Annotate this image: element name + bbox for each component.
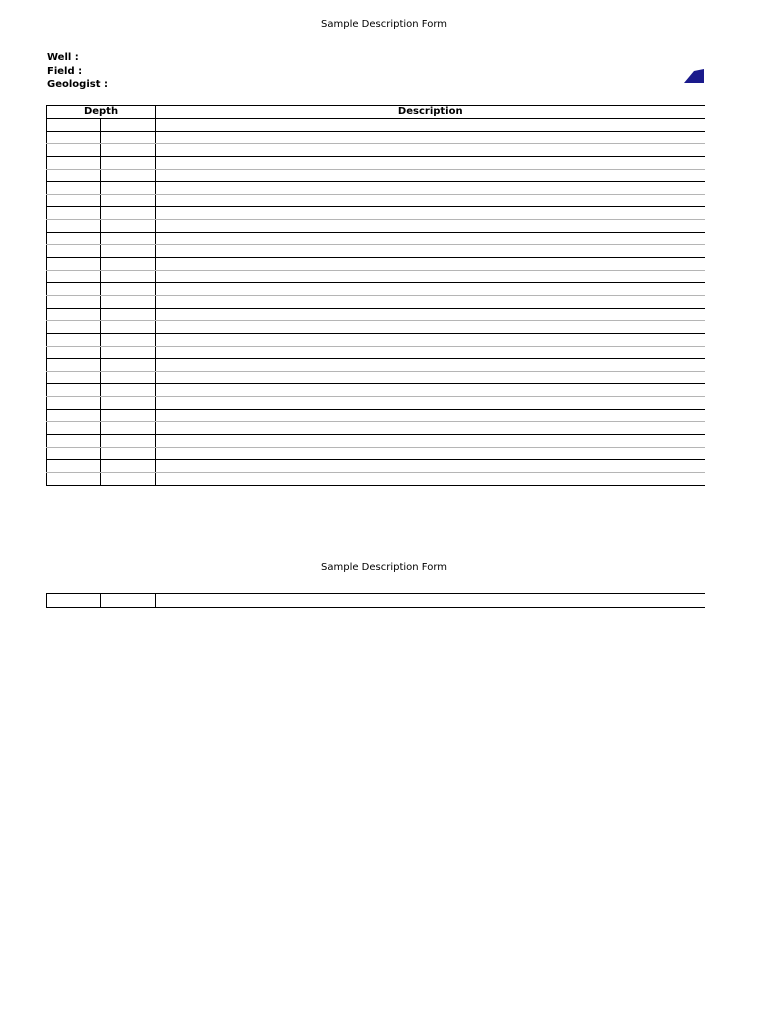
depth-from-cell[interactable] bbox=[47, 295, 101, 308]
description-cell[interactable] bbox=[156, 169, 705, 182]
depth-from-cell[interactable] bbox=[47, 472, 101, 485]
depth-from-cell[interactable] bbox=[47, 182, 101, 195]
table-row bbox=[47, 594, 705, 608]
table-row bbox=[47, 207, 705, 220]
description-cell[interactable] bbox=[156, 460, 705, 473]
depth-to-cell[interactable] bbox=[101, 207, 156, 220]
description-cell[interactable] bbox=[156, 245, 705, 258]
depth-to-cell[interactable] bbox=[101, 232, 156, 245]
depth-to-cell[interactable] bbox=[101, 460, 156, 473]
description-cell[interactable] bbox=[156, 270, 705, 283]
depth-to-cell[interactable] bbox=[101, 321, 156, 334]
table-row bbox=[47, 460, 705, 473]
depth-to-cell[interactable] bbox=[101, 283, 156, 296]
depth-from-cell[interactable] bbox=[47, 321, 101, 334]
table-row bbox=[47, 333, 705, 346]
depth-to-cell[interactable] bbox=[101, 295, 156, 308]
depth-from-cell[interactable] bbox=[47, 131, 101, 144]
depth-from-cell[interactable] bbox=[47, 333, 101, 346]
depth-from-cell[interactable] bbox=[47, 384, 101, 397]
description-cell[interactable] bbox=[156, 594, 705, 608]
depth-from-cell[interactable] bbox=[47, 409, 101, 422]
depth-from-cell[interactable] bbox=[47, 397, 101, 410]
depth-to-cell[interactable] bbox=[101, 409, 156, 422]
depth-to-cell[interactable] bbox=[101, 131, 156, 144]
sample-description-table-2 bbox=[46, 593, 705, 608]
field-label: Field : bbox=[47, 65, 83, 77]
table-row bbox=[47, 270, 705, 283]
description-cell[interactable] bbox=[156, 258, 705, 271]
depth-to-cell[interactable] bbox=[101, 220, 156, 233]
description-cell[interactable] bbox=[156, 182, 705, 195]
table-row bbox=[47, 346, 705, 359]
description-cell[interactable] bbox=[156, 422, 705, 435]
depth-to-cell[interactable] bbox=[101, 346, 156, 359]
table-row bbox=[47, 232, 705, 245]
depth-from-cell[interactable] bbox=[47, 258, 101, 271]
table-row bbox=[47, 321, 705, 334]
depth-to-cell[interactable] bbox=[101, 447, 156, 460]
depth-to-cell[interactable] bbox=[101, 182, 156, 195]
description-cell[interactable] bbox=[156, 447, 705, 460]
depth-from-cell[interactable] bbox=[47, 359, 101, 372]
table-row bbox=[47, 422, 705, 435]
depth-to-cell[interactable] bbox=[101, 245, 156, 258]
description-cell[interactable] bbox=[156, 119, 705, 132]
depth-to-cell[interactable] bbox=[101, 194, 156, 207]
description-cell[interactable] bbox=[156, 384, 705, 397]
table-row bbox=[47, 409, 705, 422]
page-title: Sample Description Form bbox=[321, 19, 447, 30]
depth-to-cell[interactable] bbox=[101, 472, 156, 485]
description-cell[interactable] bbox=[156, 295, 705, 308]
description-cell[interactable] bbox=[156, 194, 705, 207]
depth-to-cell[interactable] bbox=[101, 359, 156, 372]
company-logo-icon bbox=[680, 51, 704, 85]
table-row bbox=[47, 144, 705, 157]
depth-to-cell[interactable] bbox=[101, 594, 156, 608]
depth-to-cell[interactable] bbox=[101, 119, 156, 132]
depth-from-cell[interactable] bbox=[47, 346, 101, 359]
description-cell[interactable] bbox=[156, 333, 705, 346]
table-row bbox=[47, 258, 705, 271]
depth-to-cell[interactable] bbox=[101, 333, 156, 346]
depth-from-cell[interactable] bbox=[47, 156, 101, 169]
depth-from-cell[interactable] bbox=[47, 460, 101, 473]
description-cell[interactable] bbox=[156, 156, 705, 169]
depth-column-header: Depth bbox=[47, 106, 156, 119]
table-body bbox=[47, 119, 705, 486]
table-row bbox=[47, 447, 705, 460]
depth-from-cell[interactable] bbox=[47, 144, 101, 157]
depth-to-cell[interactable] bbox=[101, 384, 156, 397]
description-cell[interactable] bbox=[156, 371, 705, 384]
depth-from-cell[interactable] bbox=[47, 119, 101, 132]
form-header-fields bbox=[47, 51, 108, 92]
depth-to-cell[interactable] bbox=[101, 156, 156, 169]
depth-to-cell[interactable] bbox=[101, 435, 156, 448]
depth-from-cell[interactable] bbox=[47, 220, 101, 233]
geologist-label: Geologist : bbox=[47, 79, 108, 90]
well-label: Well : bbox=[47, 52, 79, 63]
description-cell[interactable] bbox=[156, 409, 705, 422]
table-row bbox=[47, 194, 705, 207]
description-cell[interactable] bbox=[156, 397, 705, 410]
page-title-2: Sample Description Form bbox=[321, 562, 447, 573]
table-row bbox=[47, 384, 705, 397]
depth-from-cell[interactable] bbox=[47, 232, 101, 245]
description-cell[interactable] bbox=[156, 220, 705, 233]
description-cell[interactable] bbox=[156, 346, 705, 359]
table-header-row bbox=[47, 106, 705, 119]
depth-to-cell[interactable] bbox=[101, 258, 156, 271]
depth-from-cell[interactable] bbox=[47, 169, 101, 182]
depth-to-cell[interactable] bbox=[101, 144, 156, 157]
depth-from-cell[interactable] bbox=[47, 283, 101, 296]
table-row bbox=[47, 472, 705, 485]
depth-from-cell[interactable] bbox=[47, 194, 101, 207]
depth-from-cell[interactable] bbox=[47, 435, 101, 448]
table-row bbox=[47, 182, 705, 195]
depth-from-cell[interactable] bbox=[47, 594, 101, 608]
table-row bbox=[47, 169, 705, 182]
description-cell[interactable] bbox=[156, 283, 705, 296]
table-row bbox=[47, 435, 705, 448]
table-row bbox=[47, 397, 705, 410]
table-row bbox=[47, 308, 705, 321]
table-row bbox=[47, 220, 705, 233]
depth-to-cell[interactable] bbox=[101, 169, 156, 182]
depth-from-cell[interactable] bbox=[47, 207, 101, 220]
depth-from-cell[interactable] bbox=[47, 371, 101, 384]
depth-from-cell[interactable] bbox=[47, 422, 101, 435]
table-row bbox=[47, 131, 705, 144]
depth-to-cell[interactable] bbox=[101, 422, 156, 435]
description-cell[interactable] bbox=[156, 207, 705, 220]
description-cell[interactable] bbox=[156, 472, 705, 485]
table-row bbox=[47, 359, 705, 372]
description-cell[interactable] bbox=[156, 359, 705, 372]
description-column-header: Description bbox=[156, 106, 705, 119]
depth-from-cell[interactable] bbox=[47, 447, 101, 460]
description-cell[interactable] bbox=[156, 232, 705, 245]
table-row bbox=[47, 295, 705, 308]
table-row bbox=[47, 283, 705, 296]
sample-description-table bbox=[46, 105, 705, 486]
depth-to-cell[interactable] bbox=[101, 371, 156, 384]
depth-from-cell[interactable] bbox=[47, 308, 101, 321]
table-row bbox=[47, 371, 705, 384]
depth-from-cell[interactable] bbox=[47, 270, 101, 283]
description-cell[interactable] bbox=[156, 321, 705, 334]
depth-to-cell[interactable] bbox=[101, 270, 156, 283]
description-cell[interactable] bbox=[156, 435, 705, 448]
description-cell[interactable] bbox=[156, 144, 705, 157]
table-row bbox=[47, 119, 705, 132]
depth-to-cell[interactable] bbox=[101, 308, 156, 321]
table-row bbox=[47, 156, 705, 169]
depth-from-cell[interactable] bbox=[47, 245, 101, 258]
description-cell[interactable] bbox=[156, 308, 705, 321]
depth-to-cell[interactable] bbox=[101, 397, 156, 410]
table-row bbox=[47, 245, 705, 258]
description-cell[interactable] bbox=[156, 131, 705, 144]
